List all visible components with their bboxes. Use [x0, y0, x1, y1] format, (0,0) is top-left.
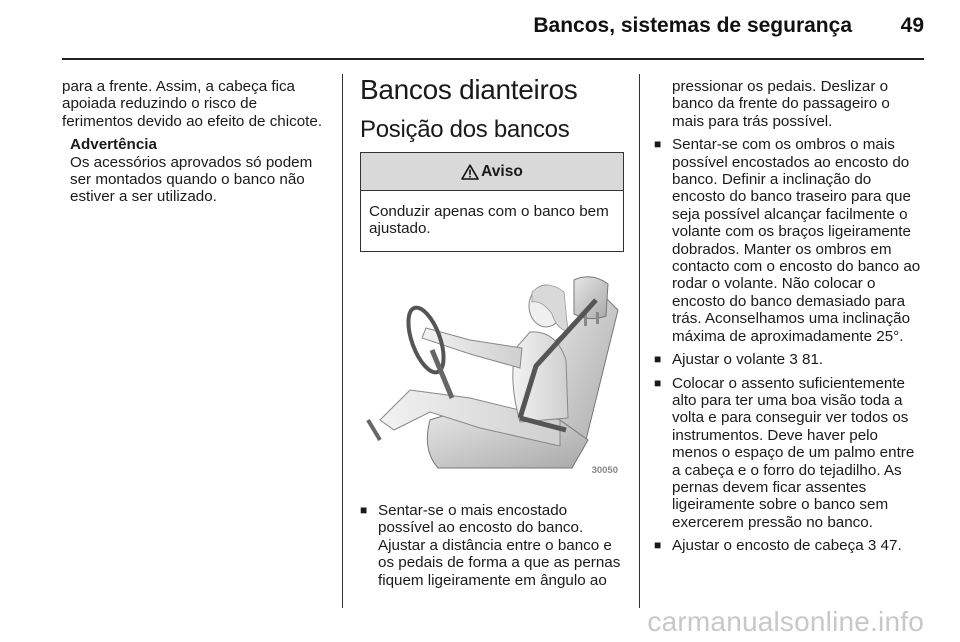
bullet-square-icon: ■	[654, 352, 662, 367]
column-left	[62, 78, 328, 206]
bullet-list	[654, 136, 926, 554]
bullet-square-icon: ■	[654, 375, 662, 390]
column-divider-left	[342, 74, 343, 608]
page-ref-icon: 3	[789, 351, 798, 369]
figure-code: 30050	[591, 465, 618, 476]
page-ref[interactable]: 47.	[876, 537, 902, 555]
page-ref-icon: 3	[867, 537, 877, 555]
section-heading: Bancos dianteiros	[360, 74, 578, 105]
driver-seat-image	[360, 270, 622, 480]
seat-position-illustration	[360, 270, 622, 480]
column-divider-right	[639, 74, 640, 608]
body-paragraph: para a frente. Assim, a cabeça fica apoiada reduzindo o risco de ferimentos devido ao efeito de chicote.	[62, 78, 323, 130]
subsection-heading: Posição dos bancos	[360, 116, 570, 143]
list-item-text: Ajustar o volante	[672, 351, 790, 369]
header-title: Bancos, sistemas de segurança	[533, 14, 852, 37]
aviso-text: Conduzir apenas com o banco bem ajustado.	[369, 203, 609, 238]
warning-triangle-icon	[461, 164, 479, 180]
column-middle	[360, 74, 624, 595]
aviso-box	[360, 152, 624, 252]
header-rule	[62, 58, 924, 60]
bullet-list	[360, 502, 624, 589]
list-item	[360, 502, 624, 589]
warning-heading: Advertência	[70, 136, 157, 154]
bullet-square-icon: ■	[654, 137, 662, 152]
continuation-text: pressionar os pedais. Deslizar o banco da frente do passageiro o mais para trás possível.	[672, 78, 890, 130]
aviso-header	[361, 153, 623, 191]
watermark: carmanualsonline.info	[647, 606, 924, 637]
list-item	[654, 375, 926, 532]
list-item	[654, 351, 926, 368]
list-item-text: Sentar-se com os ombros o mais possível encostados ao encosto do banco. Definir a inclinação do encosto do banco traseiro para que seja possível alcançar facilmente o volante com os braços ligeiramente dobrados. Manter os ombros em contacto com o encosto do banco ao rodar o volante. Não colocar o encosto do banco demasiado para trás. Aconselhamos uma inclinação máxima de aproximadamente 25°.	[672, 136, 921, 345]
list-item-text: Colocar o assento suficientemente alto para ter uma boa visão toda a volta e para conseguir ver todos os instrumentos. Deve haver pelo menos o espaço de um palmo entre a cabeça e o forro do tejadilho. As pernas devem ficar assentes ligeiramente sobre o banco sem exercerem pressão no banco.	[672, 374, 915, 531]
list-item	[654, 136, 926, 345]
page-number: 49	[900, 14, 924, 37]
warning-note	[62, 136, 328, 206]
list-item-text: Ajustar o encosto de cabeça	[672, 537, 868, 555]
warning-text: Os acessórios aprovados só podem ser montados quando o banco não estiver a ser utilizado.	[70, 153, 313, 206]
page-ref[interactable]: 81.	[797, 351, 824, 369]
bullet-square-icon: ■	[360, 503, 368, 517]
aviso-title: Aviso	[481, 162, 523, 180]
list-item	[654, 537, 926, 554]
column-right	[654, 78, 926, 561]
bullet-square-icon: ■	[654, 538, 662, 553]
list-item-text: Sentar-se o mais encostado possível ao encosto do banco. Ajustar a distância entre o banco e os pedais de forma a que as pernas fiquem ligeiramente em ângulo ao	[378, 502, 621, 589]
